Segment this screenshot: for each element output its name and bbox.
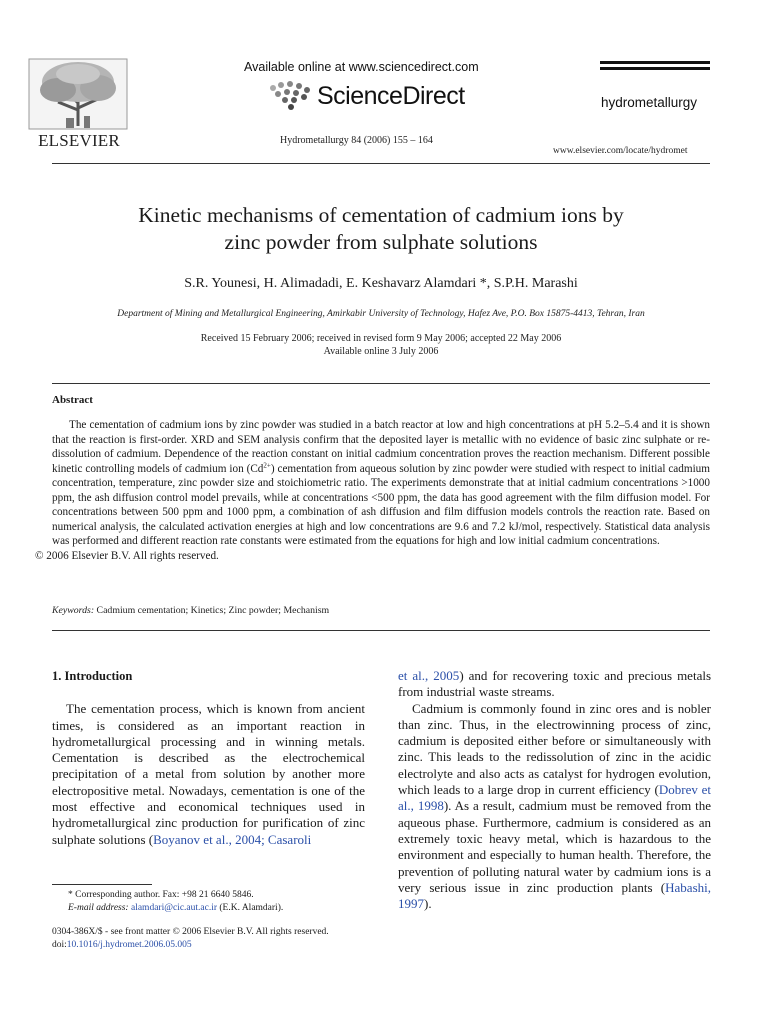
email-label: E-mail address: (68, 903, 129, 913)
sciencedirect-dots-icon (265, 78, 315, 114)
title-line-2: zinc powder from sulphate solutions (224, 230, 538, 254)
intro-paragraph-1 (52, 701, 365, 848)
elsevier-tree-icon (28, 58, 128, 130)
abstract-heading: Abstract (52, 394, 93, 406)
email-link[interactable]: alamdari@cic.aut.ac.ir (130, 903, 218, 913)
doi-label: doi: (52, 940, 67, 950)
journal-name: hydrometallurgy (601, 95, 698, 110)
ref-dobrev-1998[interactable]: Dobrev et al., 1998 (398, 782, 711, 814)
article-dates (52, 332, 710, 358)
doi-line (52, 939, 412, 952)
issn-line: 0304-386X/$ - see front matter © 2006 Elsevier B.V. All rights reserved. (52, 927, 329, 937)
article-title (52, 202, 710, 256)
elsevier-wordmark: ELSEVIER (38, 131, 120, 150)
keywords-text: Cadmium cementation; Kinetics; Zinc powder; Mechanism (96, 605, 330, 616)
email-suffix: (E.K. Alamdari). (217, 903, 284, 913)
abstract-text (35, 418, 710, 563)
received-dates: Received 15 February 2006; received in revised form 9 May 2006; accepted 22 May 2006 (200, 333, 562, 344)
journal-logo-bars (600, 61, 710, 75)
abstract-bottom-divider (52, 630, 710, 631)
section-heading-introduction: 1. Introduction (52, 669, 133, 683)
journal-citation: Hydrometallurgy 84 (2006) 155 – 164 (280, 135, 433, 146)
elsevier-logo (24, 58, 134, 150)
affiliation: Department of Mining and Metallurgical Engineering, Amirkabir University of Technology, Hafez Ave, P.O. Box 15875-4413, Tehran, Iran (117, 309, 645, 319)
available-online-text: Available online at www.sciencedirect.com (244, 60, 479, 74)
ref-casaroli-2005[interactable]: et al., 2005 (398, 668, 460, 683)
title-line-1: Kinetic mechanisms of cementation of cadmium ions by (138, 203, 624, 227)
intro-continued-text: ) and for recovering toxic and precious metals from industrial waste streams. (398, 668, 712, 700)
intro-p2-c: ). (424, 896, 432, 912)
intro-paragraph-2 (398, 701, 711, 913)
intro-paragraph-1-continued (398, 668, 711, 701)
authors: S.R. Younesi, H. Alimadadi, E. Keshavarz Alamdari *, S.P.H. Marashi (184, 276, 578, 291)
sciencedirect-logo (265, 78, 475, 114)
sciencedirect-wordmark: ScienceDirect (317, 82, 465, 110)
intro-p2-b: ). As a result, cadmium must be removed from the aqueous phase. Furthermore, cadmium is considered as an extremely toxic heavy metal, which is hazardous to the environment and especially to human health. Therefore, the prevention of polluting natural water by cadmium ions is a very serious issue in zinc production plants ( (398, 798, 711, 895)
keywords-label: Keywords: (52, 605, 95, 616)
abstract-part-2: ) cementation from aqueous solution by zinc powder were studied with respect to initial cadmium concentration, temperature, zinc powder size and stoichiometric ratio. The experiments demonstrate that at initial cadmium concentrations >1000 ppm, the ash diffusion control model prevails, while at concentrations <500 ppm, the data has good agreement with the film diffusion model. For concentrations between 500 ppm and 1000 ppm, a combination of ash diffusion and film diffusion models controls the reaction rate. Based on numerical analysis, the calculated activation energies at high and low concentrations are 9.6 and 7.2 kJ/mol, respectively. Statistical data analysis was performed and different reaction rate constants were estimated from the equations for high and low initial cadmium concentrations. (52, 462, 710, 547)
available-date: Available online 3 July 2006 (323, 346, 439, 357)
intro-paragraph-1-text: The cementation process, which is known from ancient times, is considered as an important reaction in hydrometallurgical processing and in winning metals. Cementation is described as the electrochemical precipitation of a metal from solution by another more electropositive metal. Nowadays, cementation is one of the most effective and economical techniques used in hydrometallurgical zinc production for purification of zinc sulphate solutions ( (52, 701, 365, 847)
footnotes (52, 889, 372, 915)
keywords (52, 605, 329, 616)
left-column (52, 668, 365, 848)
ref-habashi-1997[interactable]: Habashi, 1997 (398, 879, 711, 912)
intro-p2-a: Cadmium is commonly found in zinc ores and is nobler than zinc. Thus, in the electrowinning process of zinc, cadmium is deposited either before or simultaneously with zinc. This leads to the redissolution of zinc in the acidic electrolyte and also acts as catalyst for hydrogen evolution, which leads to a large drop in current efficiency ( (398, 700, 711, 798)
ref-boyanov-casaroli[interactable]: Boyanov et al., 2004; Casaroli (153, 831, 312, 847)
corresponding-author-note: * Corresponding author. Fax: +98 21 6640 5846. (68, 890, 254, 900)
header-divider (52, 163, 710, 164)
journal-url[interactable]: www.elsevier.com/locate/hydromet (553, 146, 688, 156)
abstract-part-1: The cementation of cadmium ions by zinc powder was studied in a batch reactor at low and high concentrations at pH 5.2–5.4 and it is shown that the reaction is first-order. XRD and SEM analysis confirm that the deposited layer is metallic with no evidence of basic zinc sulphate or re-dissolution of cadmium. Dependence of the reaction constant on initial cadmium concentration proves the reaction mechanism. Different possible kinetic controlling models of cadmium ion (Cd (52, 419, 710, 475)
abstract-top-divider (52, 383, 710, 384)
cadmium-charge: 2+ (263, 460, 271, 469)
footnote-divider (52, 884, 152, 885)
abstract-copyright: © 2006 Elsevier B.V. All rights reserved. (35, 549, 219, 562)
doi-link[interactable]: 10.1016/j.hydromet.2006.05.005 (66, 940, 192, 950)
email-note (52, 902, 372, 915)
issn-doi (52, 926, 412, 952)
right-column (398, 668, 711, 912)
